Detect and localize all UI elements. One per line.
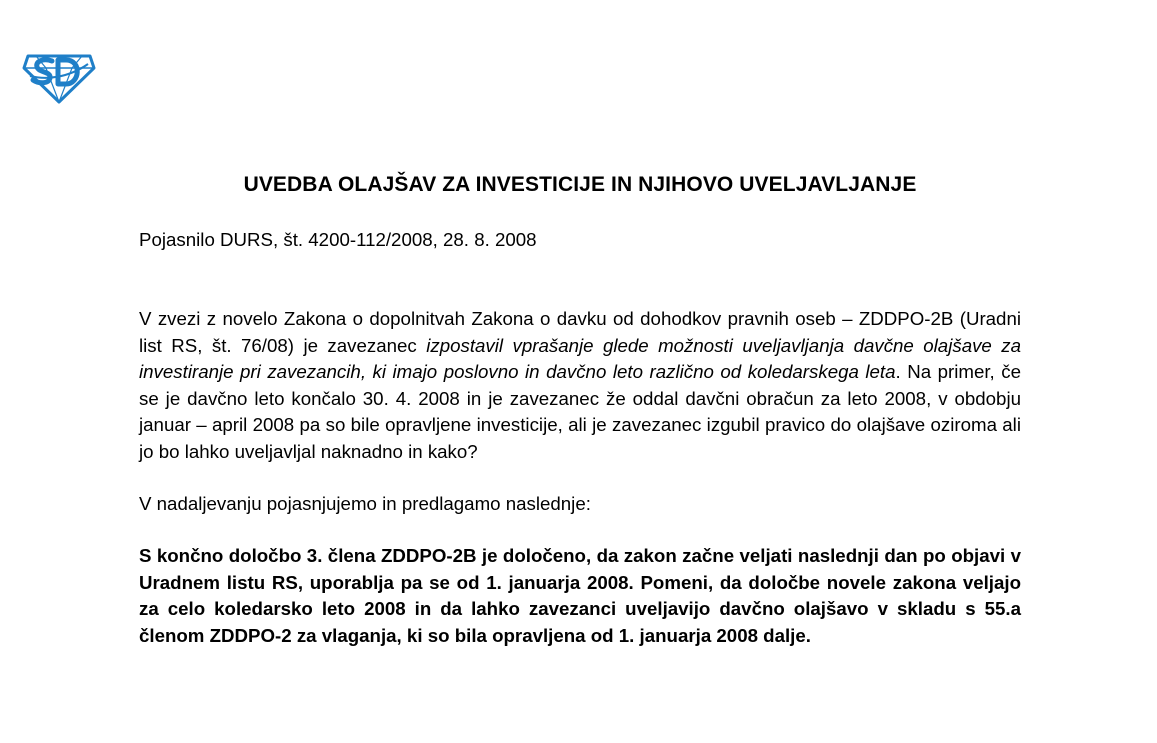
paragraph-question — [139, 306, 1021, 466]
paragraph-question-text-2: . Na primer, če se je davčno leto končalo 30. 4. 2008 in je zavezanec že oddal davčni obračun za leto 2008, v obdobju januar – april 2008 pa so bile opravljene investicije, ali je zavezanec izgubil pravico do olajšave oziroma ali jo bo lahko uveljavljal naknadno in kako? — [139, 361, 1021, 462]
paragraph-intro: V nadaljevanju pojasnjujemo in predlagamo naslednje: — [139, 492, 591, 514]
document-subtitle: Pojasnilo DURS, št. 4200-112/2008, 28. 8. 2008 — [139, 229, 537, 250]
paragraph-answer: S končno določbo 3. člena ZDDPO-2B je določeno, da zakon začne veljati naslednji dan po objavi v Uradnem listu RS, uporablja pa se od 1. januarja 2008. Pomeni, da določbe novele zakona veljajo za celo koledarsko leto 2008 in da lahko zavezanci uveljavijo davčno olajšavo v skladu s 55.a členom ZDDPO-2 za vlaganja, ki so bila opravljena od 1. januarja 2008 dalje. — [139, 545, 1021, 646]
document-body — [139, 170, 1021, 650]
document-title: UVEDBA OLAJŠAV ZA INVESTICIJE IN NJIHOVO UVELJAVLJANJE — [243, 173, 917, 196]
paragraph-question-italic: izpostavil vprašanje glede možnosti uveljavljanja davčne olajšave za investiranje pri zavezancih, ki imajo poslovno in davčno leto različno od koledarskega leta — [139, 334, 1021, 383]
sd-diamond-logo-icon — [22, 50, 96, 104]
paragraph-question-text-1: V zvezi z novelo Zakona o dopolnitvah Zakona o davku od dohodkov pravnih oseb – ZDDPO-2B (Uradni list RS, št. 76/08) je zavezanec — [139, 308, 1021, 356]
